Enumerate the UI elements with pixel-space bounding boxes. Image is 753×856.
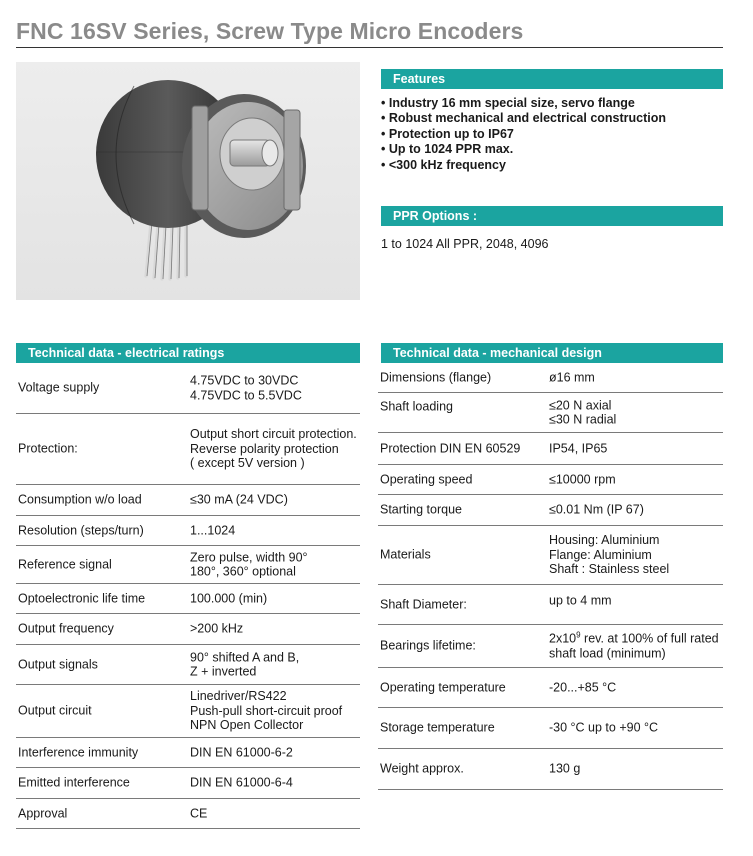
row-label: Shaft loading <box>380 399 453 414</box>
product-image <box>16 62 360 300</box>
electrical-heading: Technical data - electrical ratings <box>16 343 360 363</box>
row-label: Consumption w/o load <box>18 492 142 507</box>
row-value <box>190 373 302 402</box>
feature-item: • <300 kHz frequency <box>381 158 723 173</box>
table-row <box>16 485 360 516</box>
value-line: >200 kHz <box>190 621 244 636</box>
value-line: ≤10000 rpm <box>549 472 616 487</box>
value-line: ≤20 N axial <box>549 397 612 412</box>
row-value <box>549 441 607 456</box>
features-list <box>381 96 723 173</box>
row-value <box>190 745 293 760</box>
row-label: Output frequency <box>18 621 114 636</box>
table-row <box>378 465 723 495</box>
row-value <box>549 762 580 777</box>
value-line: Linedriver/RS422 <box>190 689 287 704</box>
table-row <box>378 363 723 393</box>
row-label: Output circuit <box>18 703 92 718</box>
row-value <box>190 427 357 471</box>
value-line: 130 g <box>549 761 581 776</box>
row-label: Dimensions (flange) <box>380 370 492 385</box>
table-row <box>378 708 723 749</box>
value-line: 180°, 360° optional <box>190 564 296 579</box>
value-line: shaft load (minimum) <box>549 646 666 660</box>
value-line: Reverse polarity protection <box>190 441 339 456</box>
row-value <box>549 721 658 736</box>
value-line: ø16 mm <box>549 370 595 385</box>
table-row <box>16 645 360 685</box>
table-row <box>16 516 360 546</box>
row-label: Operating speed <box>380 472 473 487</box>
row-label: Interference immunity <box>18 745 139 760</box>
page-title: FNC 16SV Series, Screw Type Micro Encoders <box>16 18 524 44</box>
table-row <box>16 363 360 414</box>
row-value <box>549 398 616 427</box>
row-value <box>190 493 288 508</box>
features-heading: Features <box>381 69 723 89</box>
value-line: CE <box>190 806 208 821</box>
ppr-text: 1 to 1024 All PPR, 2048, 4096 <box>381 237 549 251</box>
value-line: Z + inverted <box>190 664 257 679</box>
value-line: DIN EN 61000-6-2 <box>190 745 293 760</box>
value-line: Housing: Aluminium <box>549 533 660 548</box>
table-row <box>16 614 360 645</box>
feature-item: • Robust mechanical and electrical construction <box>381 111 723 126</box>
row-value <box>190 523 235 538</box>
row-value <box>549 680 616 695</box>
row-label: Storage temperature <box>380 720 495 735</box>
value-line: Output short circuit protection. <box>190 427 357 442</box>
value-line: Flange: Aluminium <box>549 547 652 562</box>
table-row <box>378 585 723 625</box>
exponent: 9 <box>576 630 581 640</box>
row-value <box>549 503 644 518</box>
row-label: Output signals <box>18 657 98 672</box>
value-line: 4.75VDC to 30VDC <box>190 373 299 388</box>
row-label: Starting torque <box>380 502 462 517</box>
row-label: Protection DIN EN 60529 <box>380 441 521 456</box>
value-line: 1...1024 <box>190 523 236 538</box>
row-value <box>549 533 669 577</box>
value-line: ≤30 N radial <box>549 412 617 427</box>
table-row <box>378 749 723 790</box>
table-row <box>16 685 360 738</box>
row-label: Emitted interference <box>18 775 130 790</box>
value-line: 90° shifted A and B, <box>190 649 300 664</box>
row-value <box>549 472 616 487</box>
table-row <box>16 584 360 614</box>
row-value <box>549 370 595 385</box>
table-row <box>16 768 360 799</box>
table-row <box>378 393 723 433</box>
row-label: Materials <box>380 547 431 562</box>
table-row <box>378 495 723 526</box>
table-row <box>378 433 723 465</box>
value-line: Shaft : Stainless steel <box>549 562 670 577</box>
row-value <box>190 550 308 579</box>
table-row <box>16 738 360 768</box>
value-line: 4.75VDC to 5.5VDC <box>190 388 302 402</box>
value-line: -30 °C up to +90 °C <box>549 720 659 735</box>
table-row <box>378 625 723 668</box>
value-line: ( except 5V version ) <box>190 456 305 471</box>
feature-item: • Up to 1024 PPR max. <box>381 142 723 157</box>
table-row <box>16 414 360 485</box>
row-value <box>190 689 342 733</box>
value-line: Push-pull short-circuit proof <box>190 703 343 718</box>
row-label: Weight approx. <box>380 761 464 776</box>
row-value <box>549 594 612 609</box>
value-line: -20...+85 °C <box>549 680 617 695</box>
value-line: up to 4 mm <box>549 593 612 608</box>
value-line: ≤0.01 Nm (IP 67) <box>549 502 644 517</box>
row-label: Shaft Diameter: <box>380 597 467 612</box>
feature-item: • Industry 16 mm special size, servo flange <box>381 96 723 111</box>
ppr-heading: PPR Options : <box>381 206 723 226</box>
mechanical-heading: Technical data - mechanical design <box>381 343 723 363</box>
row-value <box>190 622 243 637</box>
row-value <box>549 631 719 660</box>
row-label: Voltage supply <box>18 380 100 395</box>
table-row <box>16 546 360 584</box>
row-label: Operating temperature <box>380 680 506 695</box>
row-label: Optoelectronic life time <box>18 591 146 606</box>
table-row <box>16 799 360 829</box>
value-line: Zero pulse, width 90° <box>190 549 308 564</box>
value-line: rev. at 100% of full rated <box>580 631 719 646</box>
table-row <box>378 668 723 708</box>
row-label: Approval <box>18 806 68 821</box>
value-line: ≤30 mA (24 VDC) <box>190 492 288 507</box>
row-value <box>190 591 267 606</box>
row-label: Bearings lifetime: <box>380 638 476 653</box>
row-label: Reference signal <box>18 557 112 572</box>
value-line: 2x10 <box>549 631 577 646</box>
row-label: Resolution (steps/turn) <box>18 523 144 538</box>
value-line: NPN Open Collector <box>190 718 304 733</box>
value-line: 100.000 (min) <box>190 591 268 606</box>
row-value <box>190 776 293 791</box>
row-label: Protection: <box>18 441 78 456</box>
value-line: DIN EN 61000-6-4 <box>190 775 293 790</box>
feature-item: • Protection up to IP67 <box>381 127 723 142</box>
value-line: IP54, IP65 <box>549 441 608 456</box>
row-value <box>190 806 207 821</box>
title-divider <box>16 47 723 48</box>
table-row <box>378 526 723 585</box>
row-value <box>190 650 299 679</box>
